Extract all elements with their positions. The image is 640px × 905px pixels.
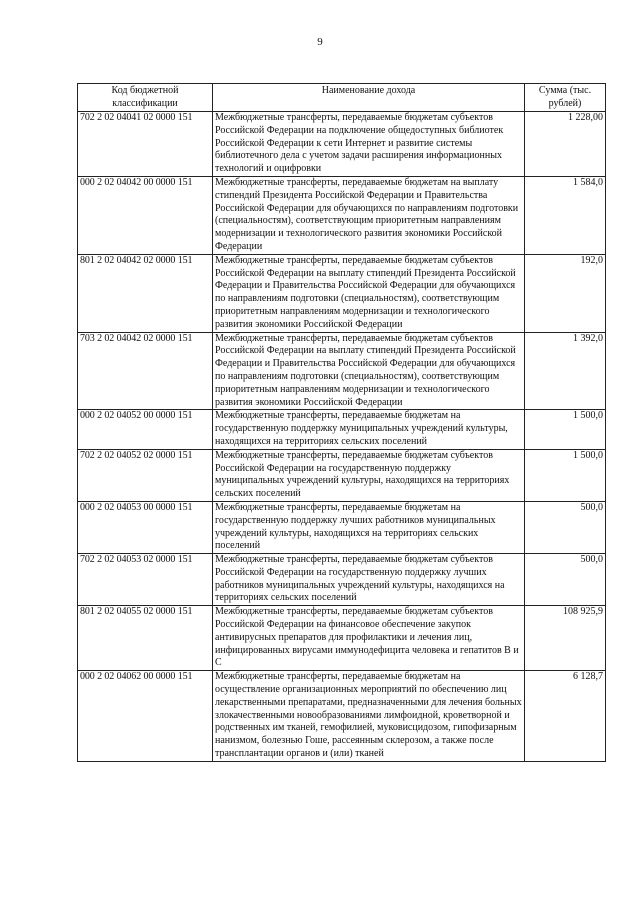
row-code: 000 2 02 04042 00 0000 151	[78, 176, 213, 254]
row-name: Межбюджетные трансферты, передаваемые бюджетам субъектов Российской Федерации на финансовое обеспечение закупок антивирусных препаратов для профилактики и лечения лиц, инфицированных вирусами иммунодефицита человека и гепатитов В и С	[213, 606, 525, 671]
table-row	[78, 606, 606, 671]
row-name: Межбюджетные трансферты, передаваемые бюджетам субъектов Российской Федерации на выплату стипендий Президента Российской Федерации и Правительства Российской Федерации для обучающихся по направлениям подготовки (специальностям), соответствующим приоритетным направлениям модернизации и технологического развития экономики Российской Федерации	[213, 332, 525, 410]
table-row	[78, 332, 606, 410]
row-name: Межбюджетные трансферты, передаваемые бюджетам субъектов Российской Федерации на подключение общедоступных библиотек Российской Федерации к сети Интернет и развитие системы библиотечного дела с учетом задачи расширения информационных технологий и оцифровки	[213, 112, 525, 177]
budget-table	[77, 83, 606, 762]
row-sum: 1 228,00	[525, 112, 606, 177]
row-name: Межбюджетные трансферты, передаваемые бюджетам на выплату стипендий Президента Российской Федерации и Правительства Российской Федерации для обучающихся по направлениям подготовки (специальностям), соответствующим приоритетным направлениям модернизации и технологического развития экономики Российской Федерации	[213, 176, 525, 254]
table-row	[78, 554, 606, 606]
row-name: Межбюджетные трансферты, передаваемые бюджетам субъектов Российской Федерации на государственную поддержку муниципальных учреждений культуры, находящихся на территориях сельских поселений	[213, 449, 525, 501]
row-name: Межбюджетные трансферты, передаваемые бюджетам на государственную поддержку лучших работников муниципальных учреждений культуры, находящихся на территориях сельских поселений	[213, 501, 525, 553]
table-row	[78, 176, 606, 254]
row-code: 801 2 02 04055 02 0000 151	[78, 606, 213, 671]
header-sum: Сумма (тыс. рублей)	[525, 84, 606, 112]
row-sum: 1 500,0	[525, 410, 606, 449]
table-row	[78, 410, 606, 449]
row-sum: 1 392,0	[525, 332, 606, 410]
row-name: Межбюджетные трансферты, передаваемые бюджетам субъектов Российской Федерации на государственную поддержку лучших работников муниципальных учреждений культуры, находящихся на территориях сельских поселений	[213, 554, 525, 606]
row-code: 702 2 02 04041 02 0000 151	[78, 112, 213, 177]
row-sum: 6 128,7	[525, 671, 606, 762]
header-code: Код бюджетной классификации	[78, 84, 213, 112]
row-sum: 192,0	[525, 254, 606, 332]
row-sum: 500,0	[525, 554, 606, 606]
row-sum: 108 925,9	[525, 606, 606, 671]
row-code: 801 2 02 04042 02 0000 151	[78, 254, 213, 332]
row-code: 000 2 02 04062 00 0000 151	[78, 671, 213, 762]
row-code: 000 2 02 04052 00 0000 151	[78, 410, 213, 449]
table-row	[78, 112, 606, 177]
table-row	[78, 671, 606, 762]
row-sum: 1 500,0	[525, 449, 606, 501]
header-name: Наименование дохода	[213, 84, 525, 112]
row-code: 000 2 02 04053 00 0000 151	[78, 501, 213, 553]
row-name: Межбюджетные трансферты, передаваемые бюджетам на осуществление организационных мероприятий по обеспечению лиц лекарственными препаратами, предназначенными для лечения больных злокачественными новообразованиями лимфоидной, кроветворной и родственных им тканей, гемофилией, муковисцидозом, гипофизарным нанизмом, болезнью Гоше, рассеянным склерозом, а также после трансплантации органов и (или) тканей	[213, 671, 525, 762]
table-header-row	[78, 84, 606, 112]
row-code: 702 2 02 04053 02 0000 151	[78, 554, 213, 606]
row-sum: 500,0	[525, 501, 606, 553]
row-sum: 1 584,0	[525, 176, 606, 254]
row-code: 703 2 02 04042 02 0000 151	[78, 332, 213, 410]
row-name: Межбюджетные трансферты, передаваемые бюджетам на государственную поддержку муниципальных учреждений культуры, находящихся на территориях сельских поселений	[213, 410, 525, 449]
table-row	[78, 254, 606, 332]
row-name: Межбюджетные трансферты, передаваемые бюджетам субъектов Российской Федерации на выплату стипендий Президента Российской Федерации и Правительства Российской Федерации для обучающихся по направлениям подготовки (специальностям), соответствующим приоритетным направлениям модернизации и технологического развития экономики Российской Федерации	[213, 254, 525, 332]
page-number: 9	[317, 36, 323, 48]
row-code: 702 2 02 04052 02 0000 151	[78, 449, 213, 501]
table-row	[78, 449, 606, 501]
table-row	[78, 501, 606, 553]
